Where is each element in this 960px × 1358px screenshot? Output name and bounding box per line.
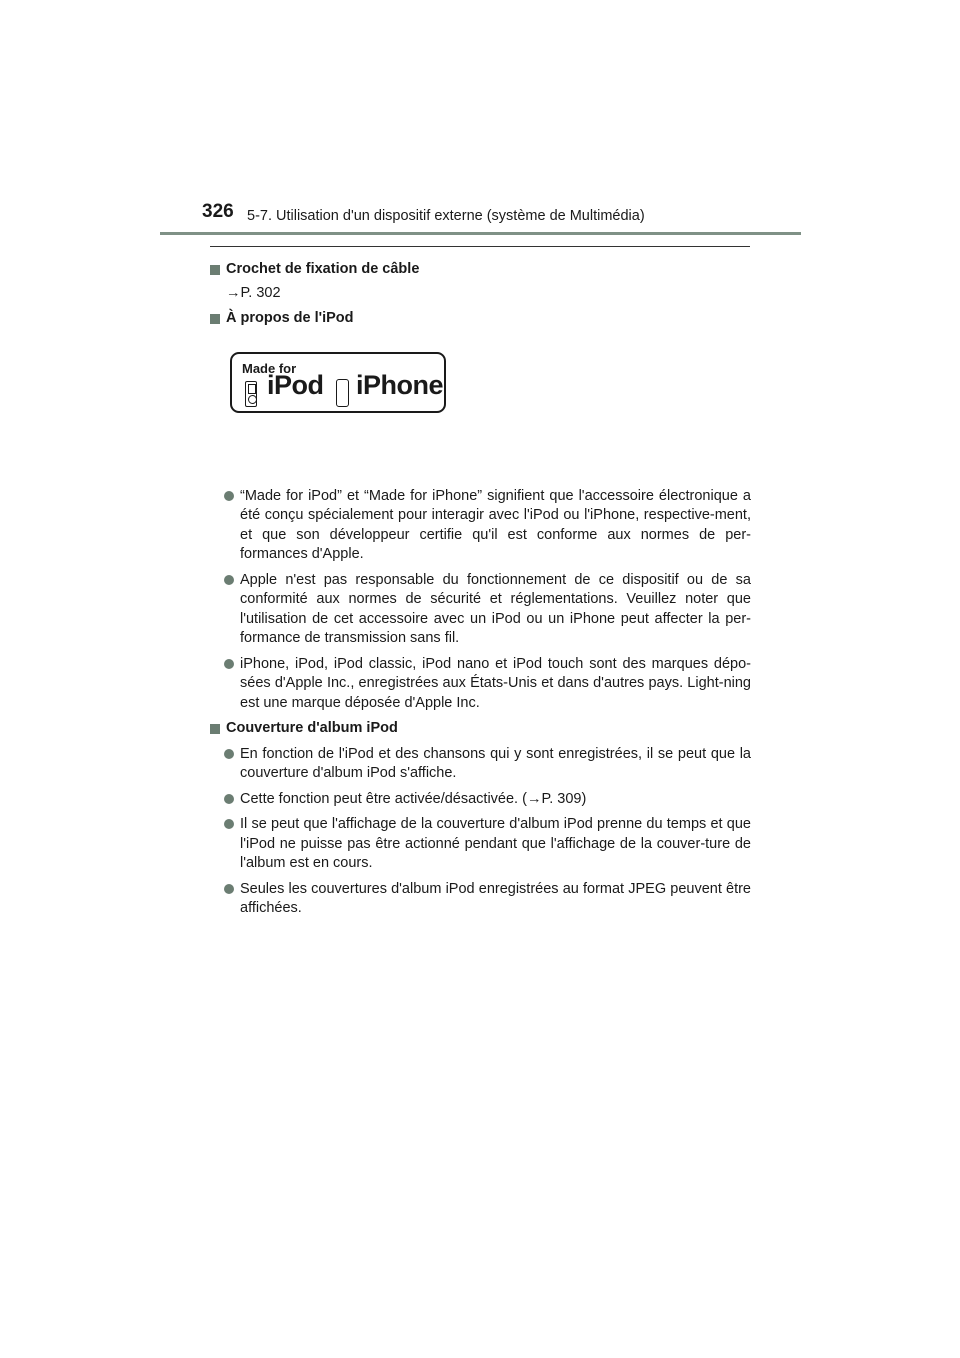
section-heading-album-cover: Couverture d'album iPod: [210, 719, 751, 739]
list-item: iPhone, iPod, iPod classic, iPod nano et iPod touch sont des marques dépo-sées d'Apple Inc., enregistrées aux États-Unis et dans d'autres pays. Light-ning est une marque déposée d'Apple Inc.: [210, 655, 751, 714]
list-item: Apple n'est pas responsable du fonctionnement de ce dispositif ou de sa conformité aux normes de sécurité et réglementations. Veuillez noter que l'utilisation de cet accessoire avec un iPod ou un iPhone peut affecter la per-formance de transmission sans fil.: [210, 571, 751, 649]
round-bullet-icon: [224, 575, 234, 585]
round-bullet-icon: [224, 884, 234, 894]
page-number: 326: [202, 201, 234, 222]
round-bullet-icon: [224, 819, 234, 829]
chapter-title: 5-7. Utilisation d'un dispositif externe (système de Multimédia): [247, 208, 645, 224]
square-bullet-icon: [210, 724, 220, 734]
round-bullet-icon: [224, 659, 234, 669]
list-item: En fonction de l'iPod et des chansons qui y sont enregistrées, il se peut que la couverture d'album iPod s'affiche.: [210, 745, 751, 784]
list-item: Seules les couvertures d'album iPod enregistrées au format JPEG peuvent être affichées.: [210, 880, 751, 919]
page-reference: →P. 302: [226, 284, 281, 301]
list-item: Il se peut que l'affichage de la couverture d'album iPod prenne du temps et que l'iPod ne puisse pas être actionné pendant que l'affichage de la couver-ture de l'album est en cours.: [210, 815, 751, 874]
square-bullet-icon: [210, 314, 220, 324]
section-heading-about-ipod: À propos de l'iPod: [210, 309, 751, 329]
section-heading-cable-hook: Crochet de fixation de câble: [210, 260, 751, 280]
made-for-ipod-iphone-logo: [230, 352, 446, 413]
badge-iphone-text: iPhone: [356, 369, 444, 400]
badge-ipod-text: iPod: [267, 369, 324, 400]
ipod-device-icon: [245, 381, 257, 407]
page-content: [210, 256, 751, 925]
round-bullet-icon: [224, 749, 234, 759]
made-for-badge-area: [210, 329, 751, 481]
list-item: Cette fonction peut être activée/désactivée. (→P. 309): [210, 790, 751, 810]
round-bullet-icon: [224, 491, 234, 501]
badge-made-for-text: Made for: [242, 360, 297, 376]
round-bullet-icon: [224, 794, 234, 804]
header-rule: [160, 232, 801, 235]
section-divider: [210, 246, 750, 247]
list-item: “Made for iPod” et “Made for iPhone” signifient que l'accessoire électronique a été conçu spécialement pour interagir avec l'iPod ou l'iPhone, respective-ment, et que son développeur certifie qu'il est conforme aux normes de per-formances d'Apple.: [210, 487, 751, 565]
square-bullet-icon: [210, 265, 220, 275]
iphone-device-icon: [336, 379, 349, 407]
